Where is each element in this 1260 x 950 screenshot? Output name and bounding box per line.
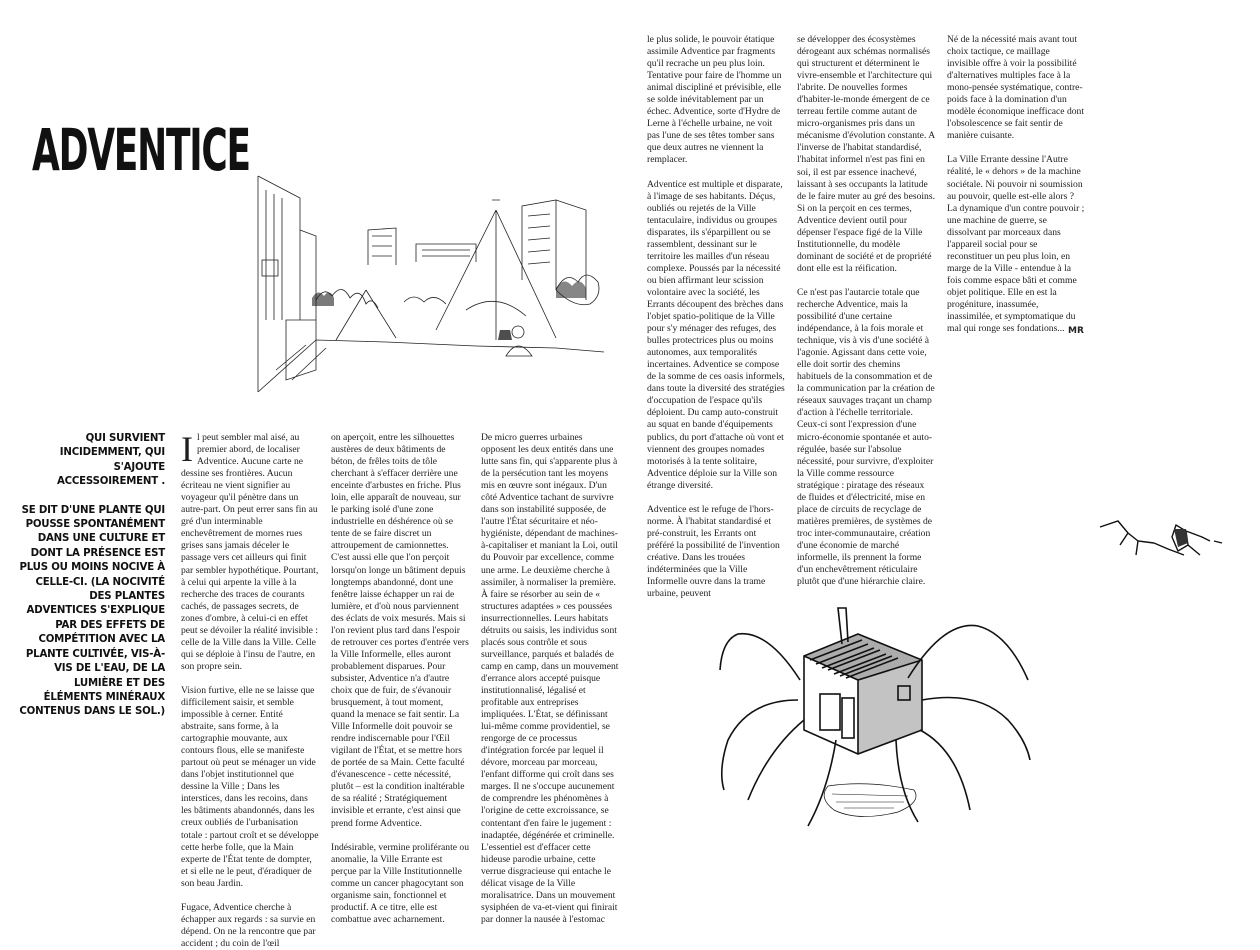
page-title: ADVENTICE xyxy=(32,116,250,184)
col4-paragraph-3: Adventice est le refuge de l'hors-norme. À l'habitat standardisé et pré-construit, les Errants ont préféré la possibilité de l'invention créative. Dans les trouées indéterminées que la Ville Informelle ouvre dans la trame urbaine, peuvent xyxy=(647,503,780,600)
col3-paragraph-1: De micro guerres urbaines opposent les deux entités dans une lutte sans fin, qui s'apparente plus à de la persécution tant les moyens mis en œuvre sont inégaux. D'un côté Adventice tachant de survivre dans son instabilité supposée, de l'autre l'État sécuritaire et néo-hygiéniste, dépendant de machines-à-capitaliser et maniant la Loi, outil du Pouvoir par excellence, comme une arme. Le deuxième cherche à assimiler, à normaliser la première. À faire se résorber au sein de « structures adaptées » ces poussées insurrectionnelles. Leurs habitats détruits ou saisis, les individus sont placés sous contrôle et sous surveillance, parqués et baladés de camp en camp, dans un mouvement d'errance alors accepté puisque institutionnalisé, légalisé et profitable aux entreprises impliquées. L'État, se définissant lui-même comme providentiel, se rengorge de ce processus d'intégration forcée par lequel il dévore, morceau par morceau, l'enfant difforme qui croît dans ses marges. Il ne s'occupe aucunement de comprendre les phénomènes à l'origine de cette excroissance, se contentant d'en faire le jugement : inadaptée, dégénérée et criminelle. L'essentiel est d'effacer cette hideuse parodie urbaine, cette verrue disgracieuse qui entache le délicat visage de la Ville moralisatrice. Dans un mouvement sysiphéen de va-et-vient qui finirait par donner la nausée à l'estomac xyxy=(481,432,619,925)
col5-paragraph-2: Ce n'est pas l'autarcie totale que recherche Adventice, mais la possibilité d'une certaine indépendance, à la fois morale et technique, vis à vis d'une société à l'agonie. Agissant dans cette voie, elle doit sortir des chemins habituels de la consommation et de la communication par la création de réseaux sauvages traçant un champ d'action à l'échelle territoriale. Ceux-ci sont l'expression d'une micro-économie spontanée et auto-régulée, basée sur l'absolue nécessité, pour survivre, d'exploiter la Ville comme ressource stratégique : piratage des réseaux de fluides et d'électricité, mise en place de circuits de recyclage de matières premières, de systèmes de troc inter-communautaire, création d'une économie de marché informelle, ils prennent la forme d'un enchevêtrement réticulaire plutôt que d'une hiérarchie claire. xyxy=(797,286,935,588)
col2-paragraph-1: on aperçoit, entre les silhouettes austères de deux bâtiments de béton, de frêles toits de tôle cherchant à s'effacer derrière une enceinte d'arbustes en friche. Plus loin, elle apparaît de nouveau, sur le parking isolé d'une zone industrielle en déshérence où se tente de se faire discret un attroupement de camionnettes. C'est aussi elle que l'on perçoit lorsqu'on longe un bâtiment depuis longtemps abandonné, dont une fenêtre laisse échapper un rai de lumière, et d'où nous parviennent des éclats de voix mesurés. Mais si l'on revient plus tard dans l'espoir de retrouver ces portes d'entrée vers la Ville Informelle, elles auront probablement disparues. Pour subsister, Adventice n'a d'autre choix que de fuir, de s'évanouir brusquement, à tout moment, quand la menace se fait sentir. La Ville Informelle doit pouvoir se rendre indiscernable pour l'Œil vigilant de l'État, et se mettre hors de portée de sa Main. Cette faculté d'évanescence - cette nécessité, plutôt – est la condition inaltérable de sa réalité ; Stratégiquement invisible et errante, c'est ainsi que prend forme Adventice. xyxy=(331,432,469,829)
definition-block xyxy=(18,432,165,734)
definition-line-1: QUI SURVIENT INCIDEMMENT, QUI S'AJOUTE ACCESSOIREMENT . xyxy=(56,433,165,488)
small-spider-illustration xyxy=(1098,515,1224,561)
dropcap: I xyxy=(181,429,193,469)
text-column-4 xyxy=(647,34,785,600)
col1-paragraph-3: Fugace, Adventice cherche à échapper aux regards : sa survie en dépend. On ne la rencontre que par accident ; du coin de l'œil xyxy=(181,901,316,949)
text-column-1 xyxy=(181,429,319,949)
col1-paragraph-2: Vision furtive, elle ne se laisse que difficilement saisir, et semble impossible à cerner. Entité abstraite, sans forme, à la cartographie mouvante, aux contours flous, elle se manifeste partout où peut se ménager un vide dans l'objet institutionnel que dessine la Ville ; Dans les interstices, dans les recoins, dans les bâtiments abandonnés, dans les creux oubliés de l'urbanisation totale : partout croît et se développe cette herbe folle, que la Main experte de l'État tente de dompter, et si elle ne le peut, d'éradiquer de son beau Jardin. xyxy=(181,684,319,889)
col6-paragraph-2: La Ville Errante dessine l'Autre réalité, le « dehors » de la machine sociétale. Ni pouvoir ni soumission au pouvoir, quelle est-elle alors ? La dynamique d'un contre pouvoir ; une machine de guerre, se dissolvant par morceaux dans l'appareil social pour se reconstituer un peu plus loin, en marge de la Ville - entendue à la fois comme espace bâti et comme objet politique. Elle en est la progéniture, inassumée, inassimilée, et symptomatique du mal qui ronge ses fondations... xyxy=(947,154,1085,335)
camp-sketch-illustration xyxy=(256,170,606,400)
col5-paragraph-1: se développer des écosystèmes dérogeant aux schémas normalisés qui structurent et déterminent le vivre-ensemble et l'architecture qui l'abrite. De nouvelles formes d'habiter-le-monde émergent de ce terreau fertile comme autant de micro-organismes pris dans un mécanisme d'évolution constante. A l'inverse de l'habitat standardisé, l'habitat informel n'est pas fini en soi, il est par essence inachevé, laissant à ses occupants la latitude de le faire muter au gré des besoins. Si on la perçoit en ces termes, Adventice devient outil pour dépenser l'espace figé de la Ville Institutionnelle, du modèle dominant de société et de propriété dont elle est la réification. xyxy=(797,34,935,274)
author-signature: MR xyxy=(1068,326,1084,336)
text-column-3 xyxy=(481,432,619,925)
text-column-5 xyxy=(797,34,935,588)
text-column-2 xyxy=(331,432,469,925)
col6-paragraph-1: Né de la nécessité mais avant tout choix tactique, ce maillage invisible offre à voir la possibilité d'alternatives multiples face à la mono-pensée systématique, contre-poids face à la domination d'un modèle économique inefficace dont l'obsolescence se fait sentir de manière cuisante. xyxy=(947,34,1085,142)
spider-house-illustration xyxy=(708,590,1048,860)
col4-paragraph-1: le plus solide, le pouvoir étatique assimile Adventice par fragments qu'il recrache un peu plus loin. Tentative pour faire de l'homme un animal discipliné et prévisible, elle se solde inévitablement par un échec. Adventice, sorte d'Hydre de Lerne à l'échelle urbaine, ne voit pas l'une de ses têtes tomber sans que deux autres ne viennent la remplacer. xyxy=(647,34,782,166)
definition-line-2: SE DIT D'UNE PLANTE QUI POUSSE SPONTANÉMENT DANS UNE CULTURE ET DONT LA PRÉSENCE EST PLUS OU MOINS NOCIVE À CELLE-CI. (LA NOCIVITÉ DES PLANTES ADVENTICES S'EXPLIQUE PAR DES EFFETS DE COMPÉTITION AVEC LA PLANTE CULTIVÉE, VIS-À-VIS DE L'EAU, DE LA LUMIÈRE ET DES ÉLÉMENTS MINÉRAUX CONTENUS DANS LE SOL.) xyxy=(19,504,165,718)
col1-paragraph-1: l peut sembler mal aisé, au premier abord, de localiser Adventice. Aucune carte ne dessine ses frontières. Aucun écriteau ne vient signifier au voyageur qu'il pénètre dans un autre-part. On peut errer sans fin au gré d'un interminable enchevêtrement de mornes rues grises sans jamais déceler le passage vers cet ailleurs qui finit par sembler hypothétique. Pourtant, à celui qui arpente la ville à la recherche des traces de courants cachés, de passages secrets, de zones d'ombre, à celui-ci en effet peut se dévoiler la réalité invisible : celle de la Ville dans la Ville. Celle qui se déploie à l'insu de l'autre, en son propre sein. xyxy=(181,432,319,672)
col2-paragraph-2: Indésirable, vermine proliférante ou anomalie, la Ville Errante est perçue par la Ville Institutionnelle comme un cancer phagocytant son organisme sain, fonctionnel et productif. A ce titre, elle est combattue avec acharnement. xyxy=(331,841,469,925)
col4-paragraph-2: Adventice est multiple et disparate, à l'image de ses habitants. Déçus, oubliés ou rejetés de la Ville tentaculaire, individus ou groupes disparates, ils s'éparpillent ou se rassemblent, dessinant sur le territoire les mailles d'un réseau complexe. Poussés par la nécessité ou bien affirmant leur scission volontaire avec la société, les Errants découpent des brèches dans l'objet spatio-politique de la Ville pour s'y ménager des refuges, des bulles protectrices plus ou moins autonomes, aux temporalités incertaines. Adventice se compose de la somme de ces oasis informels, dans toute la diversité des stratégies d'occupation de l'espace qu'ils déploient. Du camp auto-construit au squat en bande d'équipements publics, du port d'attache où vont et viennent des groupes nomades motorisés à la tente solitaire, Adventice déploie sur la Ville son étrange diversité. xyxy=(647,178,785,491)
